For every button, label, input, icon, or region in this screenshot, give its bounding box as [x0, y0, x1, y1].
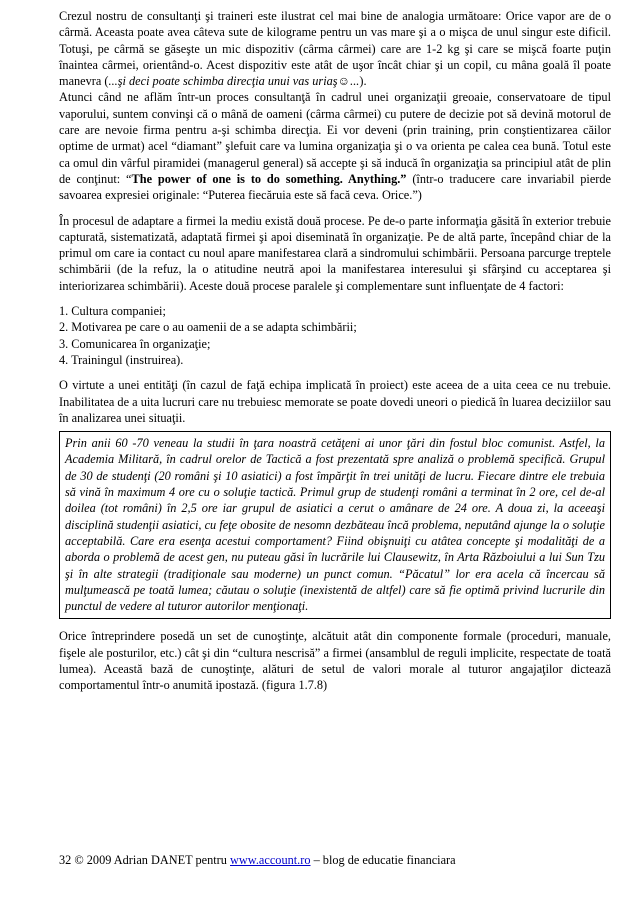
list-item: 4. Trainingul (instruirea). — [59, 352, 184, 367]
case-study-text: Prin anii 60 -70 veneau la studii în ţara noastră cetăţeni ai unor ţări din fostul bloc comunist. Astfel, la Academia Militară, în cadrul orelor de Tactică a fost prezentată spre analiză o problemă specifică. Grupul de 30 de studenţi (20 români şi 10 asiatici) a fost împărţit în trei unităţi de lucru. Fiecare dintre ele trebuia să vină în maximum 4 ore cu o soluţie tactică. Primul grup de studenţi români a terminat în 2 ore, cel de-al doilea (tot români) în 2,5 ore iar grupul de asiatici a cerut o amânare de 24 ore. A doua zi, la aceeaşi disciplină studenţii asiatici, cu feţe obosite de nesomn dezbăteau încă problema, neputând ajunge la o soluţie acceptabilă. Care era esenţa acestui comportament? Fiind obişnuiţi cu atâtea concepte şi modalităţi de a aborda o problemă de acest gen, nu puteau găsi în lucrările lui Clausewitz, în Arta Războiului a lui Sun Tzu şi în alte strategii (tradiţionale sau moderne) un punct comun. “Păcatul” lor era acela că încercau să mulţumească pe toată lumea; căutau o soluţie (inexistentă de altfel) care să fie optimă privind lucrurile din punctul de vedere al tuturor autorilor menţionaţi. — [65, 436, 605, 614]
text-span: Atunci când ne aflăm într-un proces consultanţă în cadrul unei organizaţii greoaie, conservatoare de tipul vaporului, suntem convinşi că o mână de oameni (cârma cârmei) cu putere de decizie pot să devină motorul de care are nevoie firma pentru a-şi schimba direcţia. Ei vor deveni (prin training, prin conştientizarea căilor optime de urmat) acel “diamant” şlefuit care va lumina organizaţia şi o va orienta pe calea cea bună. Totul este ca omul din vârful piramidei (managerul general) să accepte şi să inducă în organizaţia sa principiul atât de plin de conţinut: “ — [59, 90, 611, 186]
paragraph-consulting-process — [59, 89, 611, 203]
footer-text: – blog de educatie financiara — [310, 853, 456, 867]
list-item: 1. Cultura companiei; — [59, 304, 166, 319]
italic-text: ...şi deci poate schimba direcţia unui vas uriaş☺... — [108, 74, 360, 89]
list-item: 2. Motivarea pe care o au oamenii de a se adapta schimbării; — [59, 320, 357, 335]
case-study-box — [59, 431, 611, 619]
paragraph-knowledge: Orice întreprindere posedă un set de cunoştinţe, alcătuit atât din componente formale (proceduri, manuale, fişele ale posturilor, etc.) cât şi din “cultura nescrisă” a firmei (ansamblul de reguli implicite, respectate de toată lumea). Această bază de cunoştinţe, alături de setul de valori morale al tuturor angajaţilor dictează comportamentul într-o anumită ipostază. (figura 1.7.8) — [59, 629, 611, 693]
page-footer — [59, 852, 611, 868]
paragraph-adaptation: În procesul de adaptare a firmei la mediu există două procese. Pe de-o parte informaţia găsită în exterior trebuie capturată, sistematizată, adaptată firmei şi apoi diseminată în organizaţie. Pe de altă parte, începând chiar de la primul om care ia contact cu noul apare manifestarea clară a sindromului schimbării. Persoana parcurge treptele schimbării (de la refuz, la o atitudine neutră apoi la manifestarea interesului şi sfârşind cu acceptarea şi interiorizarea schimbării). Aceste două procese paralele şi complementare sunt influenţate de 4 factori: — [59, 213, 611, 293]
text-span: Crezul nostru de consultanţi şi traineri este ilustrat cel mai bine de analogia următoare: Orice vapor are de o cârmă. Aceasta poate avea câteva sute de kilograme pentru un vas mare şi a o mişca de unul singur este dificil. Totuşi, pe cârmă se găseşte un mic dispozitiv (cârma cârmei) care are 1-2 kg şi care se mişcă foarte puţin înaintea cârmei, orientând-o. Acest dispozitiv este atât de uşor încât chiar şi un copil, cu mâna goală îl poate manevra ( — [59, 9, 611, 89]
text-span: ). — [359, 74, 367, 89]
paragraph-virtue: O virtute a unei entităţi (în cazul de faţă echipa implicată în proiect) este aceea de a uita ceea ce nu trebuie. Inabilitatea de a uita lucruri care nu trebuiesc memorate se poate dovedi uneori o piedică în luarea deciziilor sau în analizarea unei situaţii. — [59, 378, 611, 425]
footer-link[interactable]: www.account.ro — [230, 853, 311, 867]
list-item: 3. Comunicarea în organizaţie; — [59, 336, 211, 351]
factors-list — [59, 303, 611, 368]
bold-quote: The power of one is to do something. Anything.” — [131, 171, 407, 186]
text-span: (într-o traducere care invariabil pierde savoarea expresiei originale: “Puterea fiecăruia este să facă ceva. Orice.”) — [59, 171, 612, 203]
footer-text: 32 © 2009 Adrian DANET pentru — [59, 853, 231, 867]
paragraph-rudder-analogy — [59, 8, 611, 89]
page-body — [59, 8, 611, 694]
